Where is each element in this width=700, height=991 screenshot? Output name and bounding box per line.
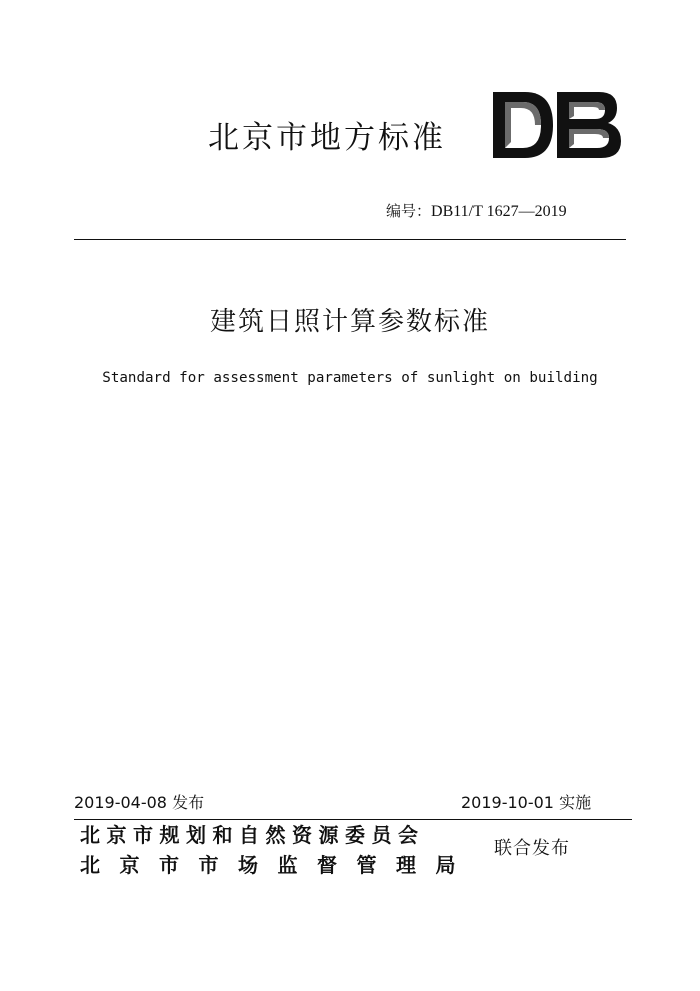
issuer-org-1: 北京市规划和自然资源委员会 [80, 823, 425, 847]
title-english: Standard for assessment parameters of sunlight on building [102, 370, 598, 386]
header-divider [74, 239, 626, 240]
footer-divider [74, 819, 632, 820]
standard-number-label: 编号： [386, 202, 432, 220]
issue-date: 2019-04-08 发布 [74, 793, 205, 812]
implementation-date: 2019-10-01 实施 [461, 793, 592, 812]
title-chinese: 建筑日照计算参数标准 [209, 307, 490, 337]
standard-number-code: DB11/T 1627—2019 [431, 203, 567, 220]
standard-type: 北京市地方标准 [208, 120, 446, 156]
logo-text: DB [491, 90, 493, 91]
standard-number [386, 201, 567, 222]
logo-letter-d [493, 92, 553, 158]
joint-release: 联合发布 [494, 838, 570, 859]
logo-letter-b [557, 92, 621, 158]
db-logo [491, 90, 623, 160]
issuer-org-2: 北京市市场监督管理局 [80, 853, 475, 877]
